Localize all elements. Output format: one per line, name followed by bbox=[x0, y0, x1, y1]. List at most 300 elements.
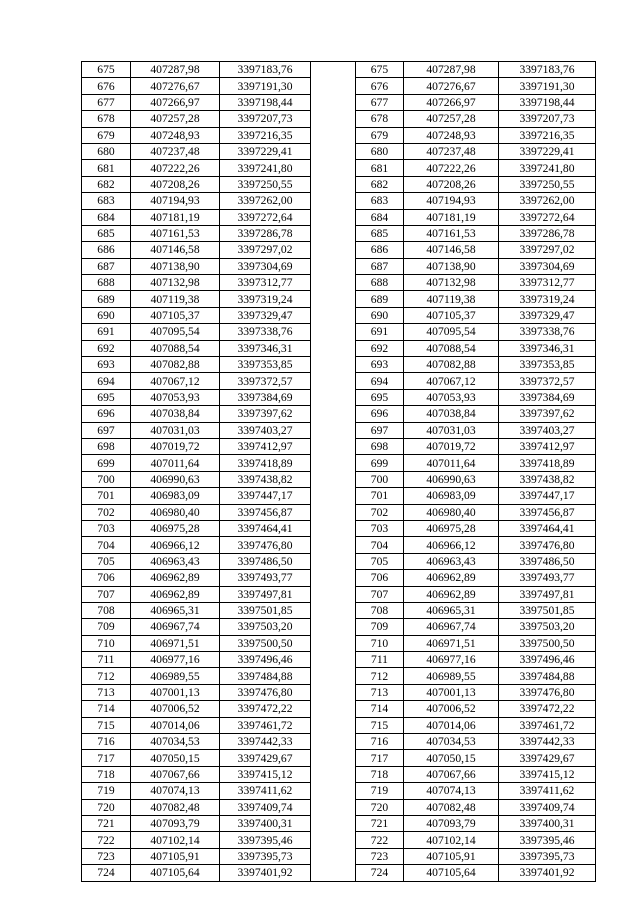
column-gap bbox=[311, 324, 356, 340]
left-x-coordinate-cell: 407031,03 bbox=[131, 422, 220, 438]
right-x-coordinate-cell: 406965,31 bbox=[404, 602, 499, 618]
right-x-coordinate-cell: 407001,13 bbox=[404, 684, 499, 700]
column-gap bbox=[311, 537, 356, 553]
left-y-coordinate-cell: 3397397,62 bbox=[220, 406, 311, 422]
table-row bbox=[82, 488, 596, 504]
left-x-coordinate-cell: 406966,12 bbox=[131, 537, 220, 553]
right-point-number-cell: 693 bbox=[356, 357, 404, 373]
right-x-coordinate-cell: 406967,74 bbox=[404, 619, 499, 635]
right-x-coordinate-cell: 407257,28 bbox=[404, 111, 499, 127]
left-x-coordinate-cell: 407276,67 bbox=[131, 78, 220, 94]
left-point-number-cell: 702 bbox=[82, 504, 131, 520]
left-x-coordinate-cell: 407266,97 bbox=[131, 94, 220, 110]
right-y-coordinate-cell: 3397464,41 bbox=[499, 520, 596, 536]
table-row bbox=[82, 389, 596, 405]
right-x-coordinate-cell: 407011,64 bbox=[404, 455, 499, 471]
left-y-coordinate-cell: 3397418,89 bbox=[220, 455, 311, 471]
right-x-coordinate-cell: 407276,67 bbox=[404, 78, 499, 94]
left-x-coordinate-cell: 407237,48 bbox=[131, 143, 220, 159]
left-y-coordinate-cell: 3397395,73 bbox=[220, 848, 311, 864]
left-point-number-cell: 717 bbox=[82, 750, 131, 766]
table-row bbox=[82, 635, 596, 651]
left-x-coordinate-cell: 407095,54 bbox=[131, 324, 220, 340]
left-x-coordinate-cell: 407222,26 bbox=[131, 160, 220, 176]
right-point-number-cell: 677 bbox=[356, 94, 404, 110]
right-x-coordinate-cell: 407014,06 bbox=[404, 717, 499, 733]
left-point-number-cell: 715 bbox=[82, 717, 131, 733]
table-row bbox=[82, 570, 596, 586]
table-row bbox=[82, 815, 596, 831]
column-gap bbox=[311, 209, 356, 225]
left-y-coordinate-cell: 3397338,76 bbox=[220, 324, 311, 340]
right-x-coordinate-cell: 407132,98 bbox=[404, 275, 499, 291]
left-y-coordinate-cell: 3397401,92 bbox=[220, 865, 311, 881]
column-gap bbox=[311, 160, 356, 176]
left-point-number-cell: 710 bbox=[82, 635, 131, 651]
right-x-coordinate-cell: 407146,58 bbox=[404, 242, 499, 258]
table-row bbox=[82, 373, 596, 389]
right-point-number-cell: 680 bbox=[356, 143, 404, 159]
left-point-number-cell: 703 bbox=[82, 520, 131, 536]
left-x-coordinate-cell: 407011,64 bbox=[131, 455, 220, 471]
column-gap bbox=[311, 307, 356, 323]
column-gap bbox=[311, 734, 356, 750]
left-point-number-cell: 675 bbox=[82, 62, 131, 78]
left-y-coordinate-cell: 3397438,82 bbox=[220, 471, 311, 487]
table-row bbox=[82, 865, 596, 881]
column-gap bbox=[311, 94, 356, 110]
table-row bbox=[82, 586, 596, 602]
left-y-coordinate-cell: 3397229,41 bbox=[220, 143, 311, 159]
right-x-coordinate-cell: 407074,13 bbox=[404, 783, 499, 799]
left-y-coordinate-cell: 3397353,85 bbox=[220, 357, 311, 373]
right-y-coordinate-cell: 3397472,22 bbox=[499, 701, 596, 717]
left-y-coordinate-cell: 3397412,97 bbox=[220, 438, 311, 454]
right-y-coordinate-cell: 3397403,27 bbox=[499, 422, 596, 438]
right-point-number-cell: 691 bbox=[356, 324, 404, 340]
column-gap bbox=[311, 652, 356, 668]
left-y-coordinate-cell: 3397411,62 bbox=[220, 783, 311, 799]
table-row bbox=[82, 193, 596, 209]
table-row bbox=[82, 307, 596, 323]
left-y-coordinate-cell: 3397497,81 bbox=[220, 586, 311, 602]
left-y-coordinate-cell: 3397464,41 bbox=[220, 520, 311, 536]
right-x-coordinate-cell: 406962,89 bbox=[404, 586, 499, 602]
right-x-coordinate-cell: 406983,09 bbox=[404, 488, 499, 504]
right-y-coordinate-cell: 3397304,69 bbox=[499, 258, 596, 274]
right-x-coordinate-cell: 406977,16 bbox=[404, 652, 499, 668]
right-y-coordinate-cell: 3397262,00 bbox=[499, 193, 596, 209]
left-point-number-cell: 684 bbox=[82, 209, 131, 225]
left-point-number-cell: 679 bbox=[82, 127, 131, 143]
table-row bbox=[82, 94, 596, 110]
table-row bbox=[82, 520, 596, 536]
right-x-coordinate-cell: 406966,12 bbox=[404, 537, 499, 553]
right-point-number-cell: 709 bbox=[356, 619, 404, 635]
left-x-coordinate-cell: 406962,89 bbox=[131, 570, 220, 586]
left-x-coordinate-cell: 406967,74 bbox=[131, 619, 220, 635]
left-point-number-cell: 687 bbox=[82, 258, 131, 274]
table-row bbox=[82, 766, 596, 782]
left-x-coordinate-cell: 406962,89 bbox=[131, 586, 220, 602]
left-x-coordinate-cell: 406971,51 bbox=[131, 635, 220, 651]
table-row bbox=[82, 684, 596, 700]
left-x-coordinate-cell: 407067,66 bbox=[131, 766, 220, 782]
right-x-coordinate-cell: 407287,98 bbox=[404, 62, 499, 78]
left-x-coordinate-cell: 407181,19 bbox=[131, 209, 220, 225]
column-gap bbox=[311, 684, 356, 700]
left-point-number-cell: 694 bbox=[82, 373, 131, 389]
table-row bbox=[82, 799, 596, 815]
right-y-coordinate-cell: 3397216,35 bbox=[499, 127, 596, 143]
right-point-number-cell: 712 bbox=[356, 668, 404, 684]
right-x-coordinate-cell: 407102,14 bbox=[404, 832, 499, 848]
left-point-number-cell: 698 bbox=[82, 438, 131, 454]
column-gap bbox=[311, 62, 356, 78]
table-row bbox=[82, 455, 596, 471]
right-y-coordinate-cell: 3397198,44 bbox=[499, 94, 596, 110]
right-y-coordinate-cell: 3397346,31 bbox=[499, 340, 596, 356]
left-point-number-cell: 678 bbox=[82, 111, 131, 127]
left-point-number-cell: 719 bbox=[82, 783, 131, 799]
table-row bbox=[82, 537, 596, 553]
column-gap bbox=[311, 373, 356, 389]
right-point-number-cell: 697 bbox=[356, 422, 404, 438]
right-y-coordinate-cell: 3397250,55 bbox=[499, 176, 596, 192]
table-row bbox=[82, 848, 596, 864]
right-x-coordinate-cell: 406989,55 bbox=[404, 668, 499, 684]
right-x-coordinate-cell: 407138,90 bbox=[404, 258, 499, 274]
column-gap bbox=[311, 668, 356, 684]
left-point-number-cell: 686 bbox=[82, 242, 131, 258]
left-point-number-cell: 699 bbox=[82, 455, 131, 471]
left-point-number-cell: 681 bbox=[82, 160, 131, 176]
right-x-coordinate-cell: 406990,63 bbox=[404, 471, 499, 487]
right-point-number-cell: 705 bbox=[356, 553, 404, 569]
left-x-coordinate-cell: 407093,79 bbox=[131, 815, 220, 831]
left-y-coordinate-cell: 3397250,55 bbox=[220, 176, 311, 192]
right-y-coordinate-cell: 3397272,64 bbox=[499, 209, 596, 225]
right-x-coordinate-cell: 407105,37 bbox=[404, 307, 499, 323]
left-point-number-cell: 682 bbox=[82, 176, 131, 192]
column-gap bbox=[311, 275, 356, 291]
left-point-number-cell: 716 bbox=[82, 734, 131, 750]
left-x-coordinate-cell: 407038,84 bbox=[131, 406, 220, 422]
left-y-coordinate-cell: 3397286,78 bbox=[220, 225, 311, 241]
column-gap bbox=[311, 520, 356, 536]
left-point-number-cell: 714 bbox=[82, 701, 131, 717]
right-point-number-cell: 681 bbox=[356, 160, 404, 176]
right-y-coordinate-cell: 3397241,80 bbox=[499, 160, 596, 176]
right-x-coordinate-cell: 407082,88 bbox=[404, 357, 499, 373]
right-y-coordinate-cell: 3397447,17 bbox=[499, 488, 596, 504]
left-x-coordinate-cell: 407082,48 bbox=[131, 799, 220, 815]
right-y-coordinate-cell: 3397415,12 bbox=[499, 766, 596, 782]
table-row bbox=[82, 111, 596, 127]
column-gap bbox=[311, 438, 356, 454]
left-point-number-cell: 707 bbox=[82, 586, 131, 602]
left-point-number-cell: 711 bbox=[82, 652, 131, 668]
table-row bbox=[82, 504, 596, 520]
left-y-coordinate-cell: 3397241,80 bbox=[220, 160, 311, 176]
left-point-number-cell: 697 bbox=[82, 422, 131, 438]
left-point-number-cell: 708 bbox=[82, 602, 131, 618]
left-x-coordinate-cell: 406980,40 bbox=[131, 504, 220, 520]
right-y-coordinate-cell: 3397456,87 bbox=[499, 504, 596, 520]
left-point-number-cell: 720 bbox=[82, 799, 131, 815]
left-x-coordinate-cell: 407105,91 bbox=[131, 848, 220, 864]
left-y-coordinate-cell: 3397476,80 bbox=[220, 537, 311, 553]
left-y-coordinate-cell: 3397429,67 bbox=[220, 750, 311, 766]
coordinates-table-body bbox=[82, 62, 596, 882]
right-point-number-cell: 710 bbox=[356, 635, 404, 651]
right-y-coordinate-cell: 3397501,85 bbox=[499, 602, 596, 618]
left-y-coordinate-cell: 3397461,72 bbox=[220, 717, 311, 733]
right-point-number-cell: 683 bbox=[356, 193, 404, 209]
right-y-coordinate-cell: 3397400,31 bbox=[499, 815, 596, 831]
table-row bbox=[82, 750, 596, 766]
right-x-coordinate-cell: 407034,53 bbox=[404, 734, 499, 750]
table-row bbox=[82, 602, 596, 618]
left-x-coordinate-cell: 407248,93 bbox=[131, 127, 220, 143]
right-point-number-cell: 716 bbox=[356, 734, 404, 750]
right-point-number-cell: 702 bbox=[356, 504, 404, 520]
table-row bbox=[82, 225, 596, 241]
column-gap bbox=[311, 357, 356, 373]
table-row bbox=[82, 62, 596, 78]
right-x-coordinate-cell: 406980,40 bbox=[404, 504, 499, 520]
left-x-coordinate-cell: 407119,38 bbox=[131, 291, 220, 307]
right-x-coordinate-cell: 407067,12 bbox=[404, 373, 499, 389]
left-point-number-cell: 691 bbox=[82, 324, 131, 340]
left-x-coordinate-cell: 406975,28 bbox=[131, 520, 220, 536]
left-x-coordinate-cell: 407014,06 bbox=[131, 717, 220, 733]
left-point-number-cell: 724 bbox=[82, 865, 131, 881]
left-point-number-cell: 723 bbox=[82, 848, 131, 864]
column-gap bbox=[311, 111, 356, 127]
right-y-coordinate-cell: 3397409,74 bbox=[499, 799, 596, 815]
column-gap bbox=[311, 750, 356, 766]
left-y-coordinate-cell: 3397415,12 bbox=[220, 766, 311, 782]
right-x-coordinate-cell: 407038,84 bbox=[404, 406, 499, 422]
column-gap bbox=[311, 471, 356, 487]
right-y-coordinate-cell: 3397442,33 bbox=[499, 734, 596, 750]
left-y-coordinate-cell: 3397372,57 bbox=[220, 373, 311, 389]
right-y-coordinate-cell: 3397461,72 bbox=[499, 717, 596, 733]
left-y-coordinate-cell: 3397191,30 bbox=[220, 78, 311, 94]
right-point-number-cell: 675 bbox=[356, 62, 404, 78]
right-x-coordinate-cell: 406971,51 bbox=[404, 635, 499, 651]
left-x-coordinate-cell: 407138,90 bbox=[131, 258, 220, 274]
left-x-coordinate-cell: 406989,55 bbox=[131, 668, 220, 684]
table-row bbox=[82, 668, 596, 684]
table-row bbox=[82, 701, 596, 717]
right-point-number-cell: 690 bbox=[356, 307, 404, 323]
left-y-coordinate-cell: 3397312,77 bbox=[220, 275, 311, 291]
right-x-coordinate-cell: 407194,93 bbox=[404, 193, 499, 209]
column-gap bbox=[311, 143, 356, 159]
right-y-coordinate-cell: 3397207,73 bbox=[499, 111, 596, 127]
table-row bbox=[82, 324, 596, 340]
right-point-number-cell: 696 bbox=[356, 406, 404, 422]
right-x-coordinate-cell: 407050,15 bbox=[404, 750, 499, 766]
left-y-coordinate-cell: 3397304,69 bbox=[220, 258, 311, 274]
right-point-number-cell: 715 bbox=[356, 717, 404, 733]
left-y-coordinate-cell: 3397272,64 bbox=[220, 209, 311, 225]
right-point-number-cell: 698 bbox=[356, 438, 404, 454]
right-point-number-cell: 682 bbox=[356, 176, 404, 192]
column-gap bbox=[311, 602, 356, 618]
column-gap bbox=[311, 766, 356, 782]
right-point-number-cell: 713 bbox=[356, 684, 404, 700]
right-point-number-cell: 699 bbox=[356, 455, 404, 471]
right-y-coordinate-cell: 3397319,24 bbox=[499, 291, 596, 307]
table-row bbox=[82, 242, 596, 258]
left-y-coordinate-cell: 3397262,00 bbox=[220, 193, 311, 209]
column-gap bbox=[311, 488, 356, 504]
left-point-number-cell: 676 bbox=[82, 78, 131, 94]
left-x-coordinate-cell: 407132,98 bbox=[131, 275, 220, 291]
right-y-coordinate-cell: 3397411,62 bbox=[499, 783, 596, 799]
column-gap bbox=[311, 783, 356, 799]
column-gap bbox=[311, 717, 356, 733]
right-point-number-cell: 678 bbox=[356, 111, 404, 127]
table-row bbox=[82, 422, 596, 438]
right-point-number-cell: 720 bbox=[356, 799, 404, 815]
right-point-number-cell: 679 bbox=[356, 127, 404, 143]
left-y-coordinate-cell: 3397500,50 bbox=[220, 635, 311, 651]
left-y-coordinate-cell: 3397447,17 bbox=[220, 488, 311, 504]
left-y-coordinate-cell: 3397198,44 bbox=[220, 94, 311, 110]
right-point-number-cell: 724 bbox=[356, 865, 404, 881]
table-row bbox=[82, 78, 596, 94]
column-gap bbox=[311, 258, 356, 274]
right-x-coordinate-cell: 407095,54 bbox=[404, 324, 499, 340]
column-gap bbox=[311, 619, 356, 635]
right-x-coordinate-cell: 407208,26 bbox=[404, 176, 499, 192]
column-gap bbox=[311, 815, 356, 831]
right-y-coordinate-cell: 3397338,76 bbox=[499, 324, 596, 340]
left-point-number-cell: 692 bbox=[82, 340, 131, 356]
column-gap bbox=[311, 504, 356, 520]
column-gap bbox=[311, 225, 356, 241]
right-point-number-cell: 707 bbox=[356, 586, 404, 602]
left-point-number-cell: 713 bbox=[82, 684, 131, 700]
right-y-coordinate-cell: 3397496,46 bbox=[499, 652, 596, 668]
left-x-coordinate-cell: 406983,09 bbox=[131, 488, 220, 504]
right-y-coordinate-cell: 3397497,81 bbox=[499, 586, 596, 602]
left-point-number-cell: 677 bbox=[82, 94, 131, 110]
table-row bbox=[82, 832, 596, 848]
left-point-number-cell: 700 bbox=[82, 471, 131, 487]
right-x-coordinate-cell: 407105,64 bbox=[404, 865, 499, 881]
column-gap bbox=[311, 799, 356, 815]
table-row bbox=[82, 652, 596, 668]
left-y-coordinate-cell: 3397493,77 bbox=[220, 570, 311, 586]
right-point-number-cell: 708 bbox=[356, 602, 404, 618]
right-x-coordinate-cell: 407181,19 bbox=[404, 209, 499, 225]
right-x-coordinate-cell: 407222,26 bbox=[404, 160, 499, 176]
left-x-coordinate-cell: 407088,54 bbox=[131, 340, 220, 356]
right-point-number-cell: 719 bbox=[356, 783, 404, 799]
column-gap bbox=[311, 635, 356, 651]
right-x-coordinate-cell: 406963,43 bbox=[404, 553, 499, 569]
right-y-coordinate-cell: 3397438,82 bbox=[499, 471, 596, 487]
left-x-coordinate-cell: 407019,72 bbox=[131, 438, 220, 454]
left-x-coordinate-cell: 407102,14 bbox=[131, 832, 220, 848]
right-x-coordinate-cell: 407019,72 bbox=[404, 438, 499, 454]
left-x-coordinate-cell: 407208,26 bbox=[131, 176, 220, 192]
left-y-coordinate-cell: 3397456,87 bbox=[220, 504, 311, 520]
left-point-number-cell: 706 bbox=[82, 570, 131, 586]
table-row bbox=[82, 406, 596, 422]
coordinates-table bbox=[81, 61, 596, 882]
left-x-coordinate-cell: 407034,53 bbox=[131, 734, 220, 750]
right-point-number-cell: 711 bbox=[356, 652, 404, 668]
right-point-number-cell: 714 bbox=[356, 701, 404, 717]
column-gap bbox=[311, 553, 356, 569]
right-x-coordinate-cell: 407006,52 bbox=[404, 701, 499, 717]
left-x-coordinate-cell: 407105,64 bbox=[131, 865, 220, 881]
right-x-coordinate-cell: 407053,93 bbox=[404, 389, 499, 405]
left-point-number-cell: 695 bbox=[82, 389, 131, 405]
right-y-coordinate-cell: 3397484,88 bbox=[499, 668, 596, 684]
column-gap bbox=[311, 176, 356, 192]
column-gap bbox=[311, 291, 356, 307]
table-row bbox=[82, 734, 596, 750]
right-point-number-cell: 695 bbox=[356, 389, 404, 405]
table-row bbox=[82, 438, 596, 454]
left-point-number-cell: 701 bbox=[82, 488, 131, 504]
right-y-coordinate-cell: 3397395,46 bbox=[499, 832, 596, 848]
table-row bbox=[82, 619, 596, 635]
column-gap bbox=[311, 832, 356, 848]
right-y-coordinate-cell: 3397503,20 bbox=[499, 619, 596, 635]
right-y-coordinate-cell: 3397297,02 bbox=[499, 242, 596, 258]
left-point-number-cell: 705 bbox=[82, 553, 131, 569]
left-y-coordinate-cell: 3397346,31 bbox=[220, 340, 311, 356]
left-x-coordinate-cell: 406977,16 bbox=[131, 652, 220, 668]
right-x-coordinate-cell: 407093,79 bbox=[404, 815, 499, 831]
table-row bbox=[82, 258, 596, 274]
left-point-number-cell: 696 bbox=[82, 406, 131, 422]
left-point-number-cell: 693 bbox=[82, 357, 131, 373]
right-point-number-cell: 703 bbox=[356, 520, 404, 536]
left-y-coordinate-cell: 3397486,50 bbox=[220, 553, 311, 569]
right-y-coordinate-cell: 3397412,97 bbox=[499, 438, 596, 454]
left-point-number-cell: 680 bbox=[82, 143, 131, 159]
table-row bbox=[82, 553, 596, 569]
left-x-coordinate-cell: 407053,93 bbox=[131, 389, 220, 405]
table-row bbox=[82, 275, 596, 291]
left-y-coordinate-cell: 3397472,22 bbox=[220, 701, 311, 717]
left-x-coordinate-cell: 407067,12 bbox=[131, 373, 220, 389]
right-y-coordinate-cell: 3397418,89 bbox=[499, 455, 596, 471]
column-gap bbox=[311, 406, 356, 422]
right-point-number-cell: 701 bbox=[356, 488, 404, 504]
right-point-number-cell: 676 bbox=[356, 78, 404, 94]
table-row bbox=[82, 717, 596, 733]
right-x-coordinate-cell: 407105,91 bbox=[404, 848, 499, 864]
left-x-coordinate-cell: 407194,93 bbox=[131, 193, 220, 209]
right-y-coordinate-cell: 3397384,69 bbox=[499, 389, 596, 405]
column-gap bbox=[311, 193, 356, 209]
left-x-coordinate-cell: 407050,15 bbox=[131, 750, 220, 766]
right-x-coordinate-cell: 407248,93 bbox=[404, 127, 499, 143]
right-x-coordinate-cell: 406962,89 bbox=[404, 570, 499, 586]
left-x-coordinate-cell: 406965,31 bbox=[131, 602, 220, 618]
left-y-coordinate-cell: 3397496,46 bbox=[220, 652, 311, 668]
